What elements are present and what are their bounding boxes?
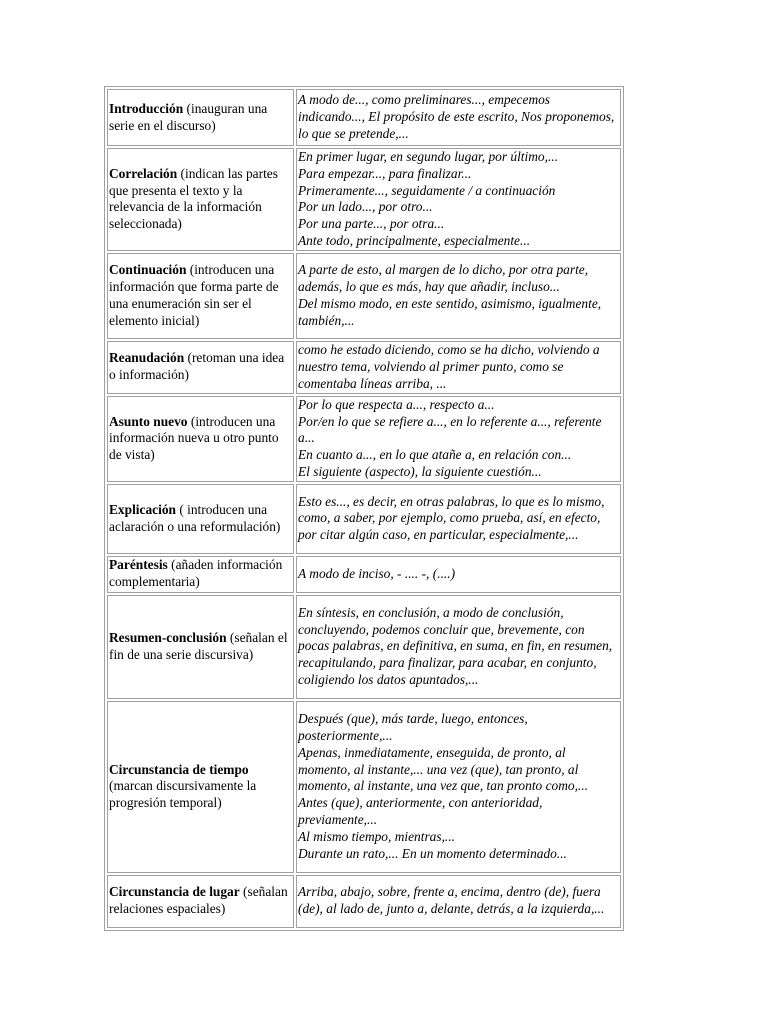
example-line: Ante todo, principalmente, especialmente... [298, 232, 531, 248]
examples-cell [296, 89, 621, 146]
example-line: Al mismo tiempo, mientras,... [298, 828, 455, 844]
example-line: Por/en lo que se refiere a..., en lo referente a..., referente a... [298, 413, 602, 446]
category-description: (añaden información complementaria) [109, 557, 283, 590]
example-line: Durante un rato,... En un momento determinado... [298, 845, 567, 861]
category-cell [107, 341, 294, 394]
example-line: Del mismo modo, en este sentido, asimismo, igualmente, también,... [298, 295, 602, 328]
table-row [107, 701, 621, 873]
category-cell [107, 396, 294, 482]
examples-cell [296, 595, 621, 699]
table-row [107, 484, 621, 554]
table-row [107, 341, 621, 394]
category-term: Asunto nuevo [109, 413, 188, 429]
example-line: En cuanto a..., en lo que atañe a, en relación con... [298, 447, 572, 463]
category-cell [107, 595, 294, 699]
examples-cell [296, 396, 621, 482]
table-row [107, 148, 621, 251]
examples-cell [296, 556, 621, 593]
examples-cell [296, 701, 621, 873]
examples-cell [296, 148, 621, 251]
category-term: Correlación [109, 165, 178, 181]
table-body [107, 89, 621, 928]
example-line: El siguiente (aspecto), la siguiente cuestión... [298, 463, 542, 479]
category-term: Circunstancia de lugar [109, 884, 240, 900]
example-line: como he estado diciendo, como se ha dicho, volviendo a nuestro tema, volviendo al primer punto, como se comentaba líneas arriba, ... [298, 342, 600, 391]
table-row [107, 875, 621, 928]
category-cell [107, 875, 294, 928]
category-cell [107, 556, 294, 593]
example-line: En primer lugar, en segundo lugar, por último,... [298, 149, 559, 164]
category-cell [107, 148, 294, 251]
category-cell [107, 89, 294, 146]
example-line: Después (que), más tarde, luego, entonces, posteriormente,... [298, 711, 528, 743]
connectors-table [104, 86, 624, 931]
table-row [107, 595, 621, 699]
table-row [107, 89, 621, 146]
examples-cell [296, 253, 621, 339]
example-line: Esto es..., es decir, en otras palabras, lo que es lo mismo, como, a saber, por ejemplo, como prueba, así, en efecto, por citar algún caso, en particular, especialmente,... [298, 493, 605, 543]
examples-cell [296, 484, 621, 554]
examples-cell [296, 875, 621, 928]
category-description: (marcan discursivamente la progresión temporal) [109, 778, 257, 811]
category-description: (señalan relaciones espaciales) [109, 884, 288, 917]
example-line: Arriba, abajo, sobre, frente a, encima, dentro (de), fuera (de), al lado de, junto a, delante, detrás, a la izquierda,... [298, 884, 605, 917]
category-term: Circunstancia de tiempo [109, 761, 249, 777]
category-description: (señalan el fin de una serie discursiva) [109, 629, 288, 662]
example-line: Antes (que), anteriormente, con anterioridad, previamente,... [298, 795, 543, 827]
category-term: Resumen-conclusión [109, 629, 227, 645]
category-cell [107, 484, 294, 554]
example-line: Por una parte..., por otra... [298, 216, 445, 232]
category-cell [107, 701, 294, 873]
category-description: (inauguran una serie en el discurso) [109, 100, 268, 133]
category-term: Continuación [109, 262, 187, 278]
table-row [107, 556, 621, 593]
example-line: Para empezar..., para finalizar... [298, 165, 472, 181]
examples-cell [296, 341, 621, 394]
category-term: Reanudación [109, 350, 185, 366]
category-term: Paréntesis [109, 557, 168, 573]
category-description: ( introducen una aclaración o una reformulación) [109, 501, 281, 534]
table-row [107, 396, 621, 482]
category-description: (indican las partes que presenta el texto y la relevancia de la información seleccionada) [109, 165, 278, 232]
example-line: Por lo que respecta a..., respecto a... [298, 396, 495, 412]
example-line: Apenas, inmediatamente, enseguida, de pronto, al momento, al instante,... una vez (que), tan pronto, al momento, al instante, una vez que, tan pronto como,... [298, 744, 588, 794]
example-line: A modo de inciso, - .... -, (....) [298, 565, 456, 581]
category-description: (introducen una información nueva u otro punto de vista) [109, 413, 279, 463]
example-line: En síntesis, en conclusión, a modo de conclusión, concluyendo, podemos concluir que, brevemente, con pocas palabras, en definitiva, en suma, en fin, en resumen, recapitulando, para finalizar, para acabar, en conjunto, coligiendo los datos apuntados,... [298, 604, 613, 687]
category-description: (retoman una idea o información) [109, 350, 285, 383]
category-cell [107, 253, 294, 339]
category-term: Explicación [109, 501, 176, 517]
example-line: Primeramente..., seguidamente / a continuación [298, 182, 556, 198]
category-description: (introducen una información que forma parte de una enumeración sin ser el elemento inicial) [109, 262, 279, 328]
example-line: Por un lado..., por otro... [298, 199, 433, 215]
category-term: Introducción [109, 100, 184, 116]
example-line: A modo de..., como preliminares..., empecemos indicando..., El propósito de este escrito, Nos proponemos, lo que se pretende,... [298, 92, 615, 141]
table-row [107, 253, 621, 339]
example-line: A parte de esto, al margen de lo dicho, por otra parte, además, lo que es más, hay que añadir, incluso... [298, 262, 589, 294]
